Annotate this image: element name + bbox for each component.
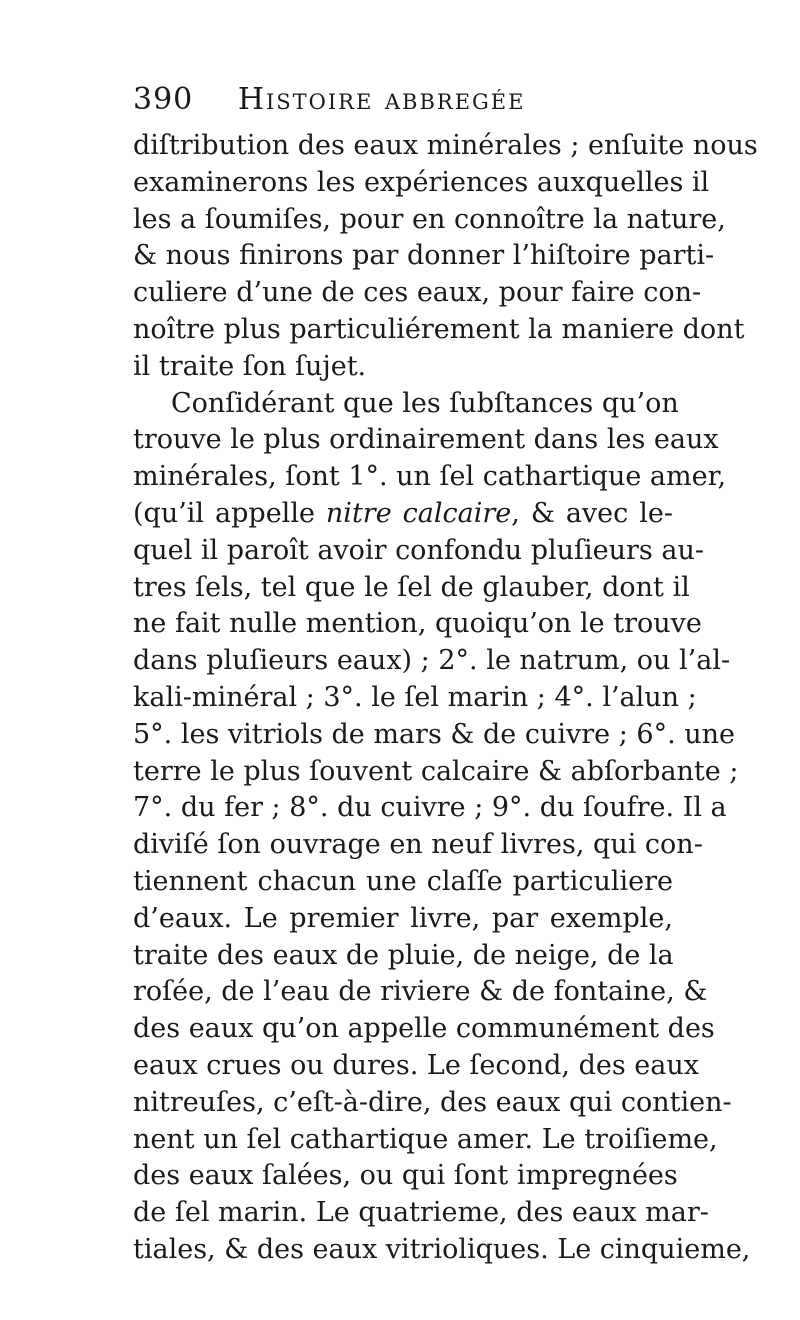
text-line: trouve le plus ordinairement dans les eaux (133, 424, 719, 456)
page-number: 390 (133, 82, 194, 117)
text-line: noître plus particuliérement la maniere dont (133, 313, 745, 345)
text-line: tiales, & des eaux vitrioliques. Le cinquieme, (133, 1233, 751, 1265)
text-line: les a ſoumiſes, pour en connoître la nature, (133, 203, 726, 235)
text-line: nitreuſes, c’eſt-à-dire, des eaux qui contien- (133, 1086, 732, 1118)
text-line: il traite ſon ſujet. (133, 350, 367, 382)
text-line: 5°. les vitriols de mars & de cuivre ; 6°. une (133, 718, 736, 750)
text-line: & nous finirons par donner l’hiſtoire parti- (133, 240, 715, 272)
text-line-with-italic (133, 496, 673, 533)
running-title: Histoire abbregée (237, 82, 526, 117)
text-line: traite des eaux de pluie, de neige, de la (133, 939, 674, 971)
text-line: eaux crues ou dures. Le ſecond, des eaux (133, 1049, 699, 1081)
text-line: tres ſels, tel que le ſel de glauber, dont il (133, 571, 690, 603)
line-segment: , & avec le- (511, 497, 673, 529)
text-line: d’eaux. Le premier livre, par exemple, (133, 902, 673, 934)
text-line: nent un ſel cathartique amer. Le troiſieme, (133, 1123, 718, 1155)
text-line: culiere d’une de ces eaux, pour faire con- (133, 277, 702, 309)
text-line: kali-minéral ; 3°. le ſel marin ; 4°. l’alun ; (133, 681, 697, 713)
text-line: des eaux ſalées, ou qui ſont impregnées (133, 1160, 678, 1192)
page-header (133, 82, 693, 126)
text-line: minérales, ſont 1°. un ſel cathartique amer, (133, 461, 727, 493)
text-line: ne fait nulle mention, quoiqu’on le trouve (133, 608, 702, 640)
italic-term: nitre calcaire (325, 497, 512, 529)
text-line: diviſé ſon ouvrage en neuf livres, qui con- (133, 829, 703, 861)
text-line: des eaux qu’on appelle communément des (133, 1013, 715, 1045)
text-line: 7°. du fer ; 8°. du cuivre ; 9°. du ſoufre. Il a (133, 792, 727, 824)
line-segment: (qu’il appelle (133, 497, 315, 529)
text-line: quel il paroît avoir confondu pluſieurs au- (133, 534, 704, 566)
text-line: tiennent chacun une claſſe particuliere (133, 865, 673, 897)
text-line: de ſel marin. Le quatrieme, des eaux mar- (133, 1197, 709, 1229)
text-line: dans pluſieurs eaux) ; 2°. le natrum, ou l’al- (133, 645, 731, 677)
paragraph-start-line: Conſidérant que les ſubſtances qu’on (171, 387, 679, 419)
text-line: examinerons les expériences auxquelles il (133, 166, 710, 198)
body-text (133, 128, 758, 1269)
text-line: roſée, de l’eau de riviere & de fontaine, & (133, 976, 708, 1008)
text-line: diſtribution des eaux minérales ; enſuite nous (133, 130, 758, 161)
text-line: terre le plus ſouvent calcaire & abſorbante ; (133, 755, 739, 787)
